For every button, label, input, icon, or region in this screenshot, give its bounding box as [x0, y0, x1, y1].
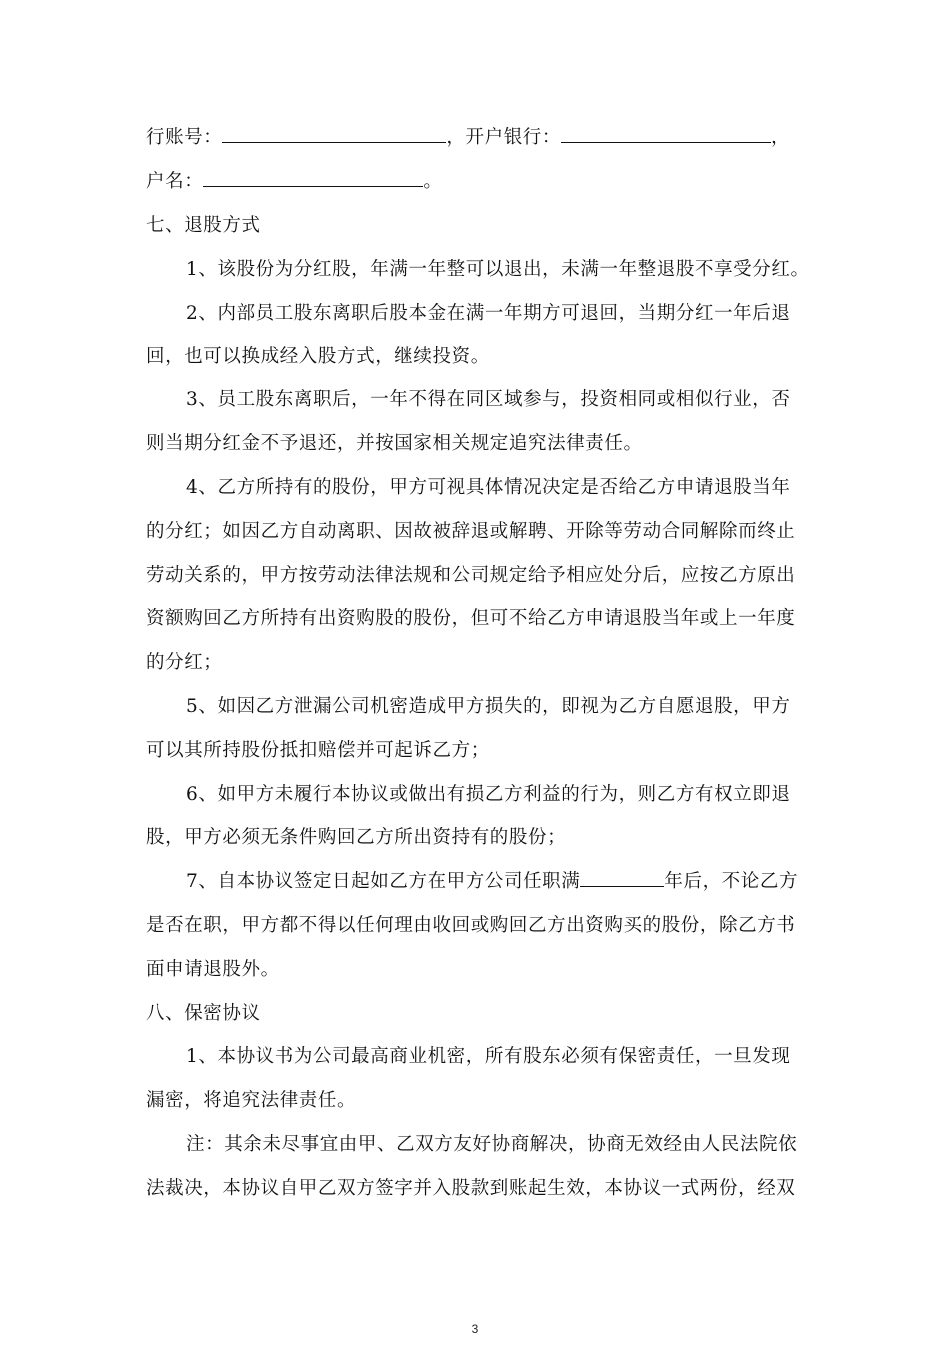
page-number: 3 — [471, 1322, 479, 1336]
comma-mark: ， — [771, 127, 791, 148]
s7-item7-suffix: 年后，不论乙方 — [664, 871, 799, 892]
s7-item3-line1: 3、员工股东离职后，一年不得在同区域参与，投资相同或相似行业，否 — [186, 389, 791, 410]
s8-item1-line1: 1、本协议书为公司最高商业机密，所有股东必须有保密责任，一旦发现 — [186, 1046, 791, 1067]
account-name-blank[interactable] — [203, 172, 423, 187]
s7-item6-line2: 股，甲方必须无条件购回乙方所出资持有的股份； — [146, 827, 567, 848]
s8-note-line2: 法裁决，本协议自甲乙双方签字并入股款到账起生效，本协议一式两份，经双 — [146, 1178, 796, 1199]
s8-item1-line2: 漏密，将追究法律责任。 — [146, 1090, 357, 1111]
s7-item7-line1 — [186, 870, 846, 894]
s7-item4-line3: 劳动关系的，甲方按劳动法律法规和公司规定给予相应处分后，应按乙方原出 — [146, 565, 796, 586]
account-number-label: 行账号： — [146, 127, 223, 148]
bank-label: ，开户银行： — [446, 127, 562, 148]
s7-item7-line2: 是否在职，甲方都不得以任何理由收回或购回乙方出资购买的股份，除乙方书 — [146, 915, 796, 936]
years-blank[interactable] — [580, 872, 664, 887]
section-8-heading: 八、保密协议 — [146, 1003, 261, 1024]
s7-item6-line1: 6、如甲方未履行本协议或做出有损乙方利益的行为，则乙方有权立即退 — [186, 784, 791, 805]
period-mark: 。 — [423, 171, 443, 192]
s7-item5-line2: 可以其所持股份抵扣赔偿并可起诉乙方； — [146, 740, 490, 761]
section-7-heading: 七、退股方式 — [146, 215, 261, 236]
s7-item3-line2: 则当期分红金不予退还，并按国家相关规定追究法律责任。 — [146, 433, 643, 454]
s7-item2-line1: 2、内部员工股东离职后股本金在满一年期方可退回，当期分红一年后退 — [186, 303, 791, 324]
account-name-label: 户名： — [146, 171, 204, 192]
account-number-line — [146, 126, 806, 150]
account-name-line — [146, 170, 806, 194]
account-number-blank[interactable] — [222, 128, 446, 143]
s8-note-line1: 注：其余未尽事宜由甲、乙双方友好协商解决，协商无效经由人民法院依 — [186, 1134, 798, 1155]
s7-item2-line2: 回，也可以换成经入股方式，继续投资。 — [146, 346, 490, 367]
s7-item4-line1: 4、乙方所持有的股份，甲方可视具体情况决定是否给乙方申请退股当年 — [186, 477, 791, 498]
s7-item4-line4: 资额购回乙方所持有出资购股的股份，但可不给乙方申请退股当年或上一年度 — [146, 608, 796, 629]
s7-item7-prefix: 7、自本协议签定日起如乙方在甲方公司任职满 — [186, 871, 581, 892]
s7-item1: 1、该股份为分红股，年满一年整可以退出，未满一年整退股不享受分红。 — [186, 259, 810, 280]
s7-item4-line2: 的分红；如因乙方自动离职、因故被辞退或解聘、开除等劳动合同解除而终止 — [146, 521, 796, 542]
s7-item5-line1: 5、如因乙方泄漏公司机密造成甲方损失的，即视为乙方自愿退股，甲方 — [186, 696, 791, 717]
bank-name-blank[interactable] — [561, 128, 771, 143]
s7-item7-line3: 面申请退股外。 — [146, 959, 280, 980]
s7-item4-line5: 的分红； — [146, 652, 223, 673]
